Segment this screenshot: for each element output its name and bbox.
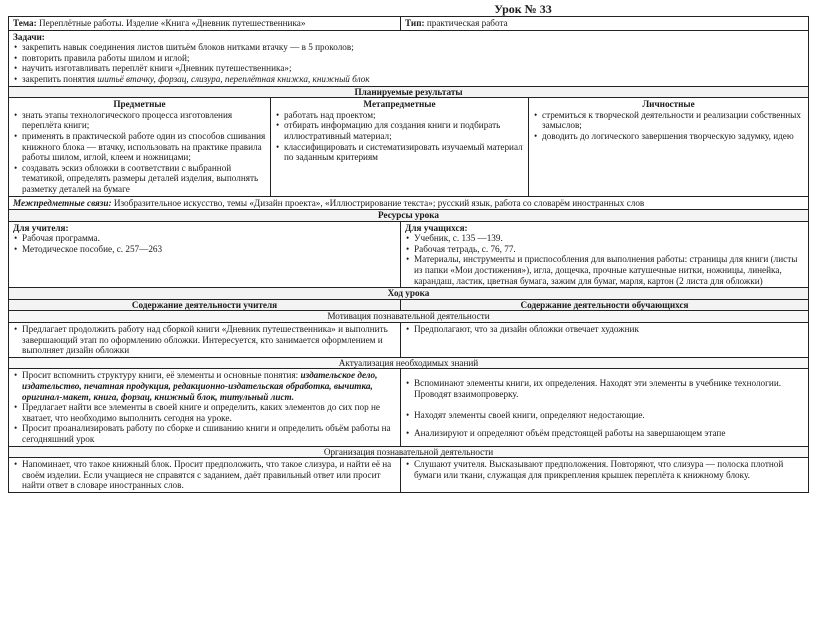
personal-results-title: Личностные (642, 99, 695, 110)
list-item: • Напоминает, что такое книжный блок. Просит предположить, что такое слизура, и найти её на своём изделии. Если учащиеся не справятся с заданием, даёт правильный ответ или просит найти ответ в словаре иностранных слов. (13, 459, 396, 491)
interdisciplinary-label: Межпредметные связи: (13, 197, 112, 208)
list-item: • Предлагает продолжить работу над сборкой книги «Дневник путешественника» и выполнить завершающий этап по оформлению обложки. Интересуется, кто занимается оформлением и выполняет дизайн обложки (13, 324, 396, 356)
list-item: • работать над проектом; (275, 110, 524, 121)
list-item: • отбирать информацию для создания книги и подбирать иллюстративный материал; (275, 120, 524, 141)
student-resources-title: Для учащихся: (405, 222, 468, 233)
organization-stage-title: Организация познавательной деятельности (9, 446, 809, 458)
type-cell (401, 17, 809, 31)
lesson-title: Урок № 33 (494, 2, 552, 16)
actualization-students-cell (401, 369, 809, 446)
type-text: практическая работа (426, 18, 508, 28)
actualization-prefix: Просит вспомнить структуру книги, её элементы и основные понятия: (22, 370, 301, 381)
list-item: • Учебник, с. 135 —139. (405, 233, 804, 244)
list-item: • Анализируют и определяют объём предстоящей работы на завершающем этапе (405, 428, 804, 439)
list-item: • знать этапы технологического процесса изготовления переплёта книги; (13, 110, 266, 131)
topic-label: Тема: (13, 18, 37, 28)
list-item: • научить изготавливать переплёт книги «Дневник путешественника»; (13, 63, 804, 74)
list-item: • стремиться к творческой деятельности и реализации собственных замыслов; (533, 110, 804, 131)
student-resources-cell (401, 221, 809, 288)
list-item: • доводить до логического завершения творческую задумку, идею (533, 131, 804, 142)
list-item: • Рабочая тетрадь, с. 76, 77. (405, 244, 804, 255)
personal-results-cell (529, 98, 809, 196)
list-item: • Рабочая программа. (13, 233, 396, 244)
teacher-column-header: Содержание деятельности учителя (9, 299, 401, 311)
task-last-prefix: закрепить понятия (22, 73, 98, 84)
subject-results-title: Предметные (113, 99, 166, 110)
list-item: • Предполагают, что за дизайн обложки отвечает художник (405, 324, 804, 335)
organization-students-cell (401, 458, 809, 493)
task-last-terms: шитьё втачку, форзац, слизура, переплётная книжка, книжный блок (97, 73, 370, 84)
actualization-terms: издательское дело, издательство, печатная продукция, редакционно-издательская обработка, вычитка, оригинал-макет, книга, форзац, книжный блок, титульный лист. (22, 370, 378, 402)
course-header: Ход урока (9, 288, 809, 300)
actualization-row (9, 369, 809, 446)
topic-cell (9, 17, 401, 31)
list-item: • повторить правила работы шилом и иглой; (13, 53, 804, 64)
tasks-cell (9, 30, 809, 86)
meta-results-title: Метапредметные (363, 99, 436, 110)
organization-teacher-cell (9, 458, 401, 493)
planned-results-header: Планируемые результаты (9, 86, 809, 98)
motivation-stage-title: Мотивация познавательной деятельности (9, 311, 809, 323)
motivation-row (9, 323, 809, 358)
tasks-label: Задачи: (13, 31, 45, 42)
motivation-students-cell (401, 323, 809, 358)
organization-row (9, 458, 809, 493)
subject-results-cell (9, 98, 271, 196)
list-item: • Находят элементы своей книги, определяют недостающие. (405, 410, 804, 421)
meta-results-cell (271, 98, 529, 196)
course-columns-row (9, 299, 809, 311)
list-item (13, 74, 804, 85)
list-item (13, 370, 396, 402)
lesson-plan-table (8, 16, 809, 493)
interdisciplinary-cell (9, 196, 809, 210)
list-item: • Просит проанализировать работу по сборке и сшиванию книги и определить объём работы на сегодняшний урок (13, 423, 396, 444)
interdisciplinary-text: Изобразительное искусство, темы «Дизайн проекта», «Иллюстрирование текста»; русский язык, работа со словарём иностранных слов (113, 197, 645, 208)
list-item: • Методическое пособие, с. 257—263 (13, 244, 396, 255)
students-column-header: Содержание деятельности обучающихся (401, 299, 809, 311)
list-item: • Слушают учителя. Высказывают предположения. Повторяют, что слизура — полоска плотной бумаги или ткани, служащая для прикрепления крышек переплёта к книжному блоку. (405, 459, 804, 480)
list-item: • Вспоминают элементы книги, их определения. Находят эти элементы в учебнике технологии. Проводят взаимопроверку. (405, 378, 804, 399)
teacher-resources-cell (9, 221, 401, 288)
list-item: • создавать эскиз обложки в соответствии с выбранной тематикой, определять размеры деталей изделия, выполнять разметку деталей на бумаге (13, 163, 266, 195)
interdisciplinary-row (9, 196, 809, 210)
type-label: Тип: (405, 18, 425, 28)
topic-text: Переплётные работы. Изделие «Книга «Дневник путешественника» (39, 18, 306, 28)
list-item: • Предлагает найти все элементы в своей книге и определить, каких элементов до сих пор не хватает, что необходимо выполнить сегодня на уроке. (13, 402, 396, 423)
tasks-list (13, 42, 804, 84)
list-item: • классифицировать и систематизировать изучаемый материал по заданным критериям (275, 142, 524, 163)
lesson-plan-page (8, 2, 808, 493)
motivation-teacher-cell (9, 323, 401, 358)
tasks-row (9, 30, 809, 86)
actualization-teacher-cell (9, 369, 401, 446)
resources-row (9, 221, 809, 288)
planned-results-row (9, 98, 809, 196)
list-item: • применять в практической работе один из способов сшивания книжного блока — втачку, использовать на практике правила работы шилом, иглой, клеем и ножницами; (13, 131, 266, 163)
actualization-stage-title: Актуализация необходимых знаний (9, 357, 809, 369)
teacher-resources-title: Для учителя: (13, 222, 69, 233)
topic-row (9, 17, 809, 31)
resources-header: Ресурсы урока (9, 210, 809, 222)
list-item: • Материалы, инструменты и приспособления для выполнения работы: страницы для книги (листы из папки «Мои достижения»), игла, дощечка, прочные катушечные нитки, ножницы, линейка, карандаш, ластик, цветная бумага, зажим для бумаг, марля, картон (2 листа для обложки) (405, 254, 804, 286)
list-item: • закрепить навык соединения листов шитьём блоков нитками втачку — в 5 проколов; (13, 42, 804, 53)
